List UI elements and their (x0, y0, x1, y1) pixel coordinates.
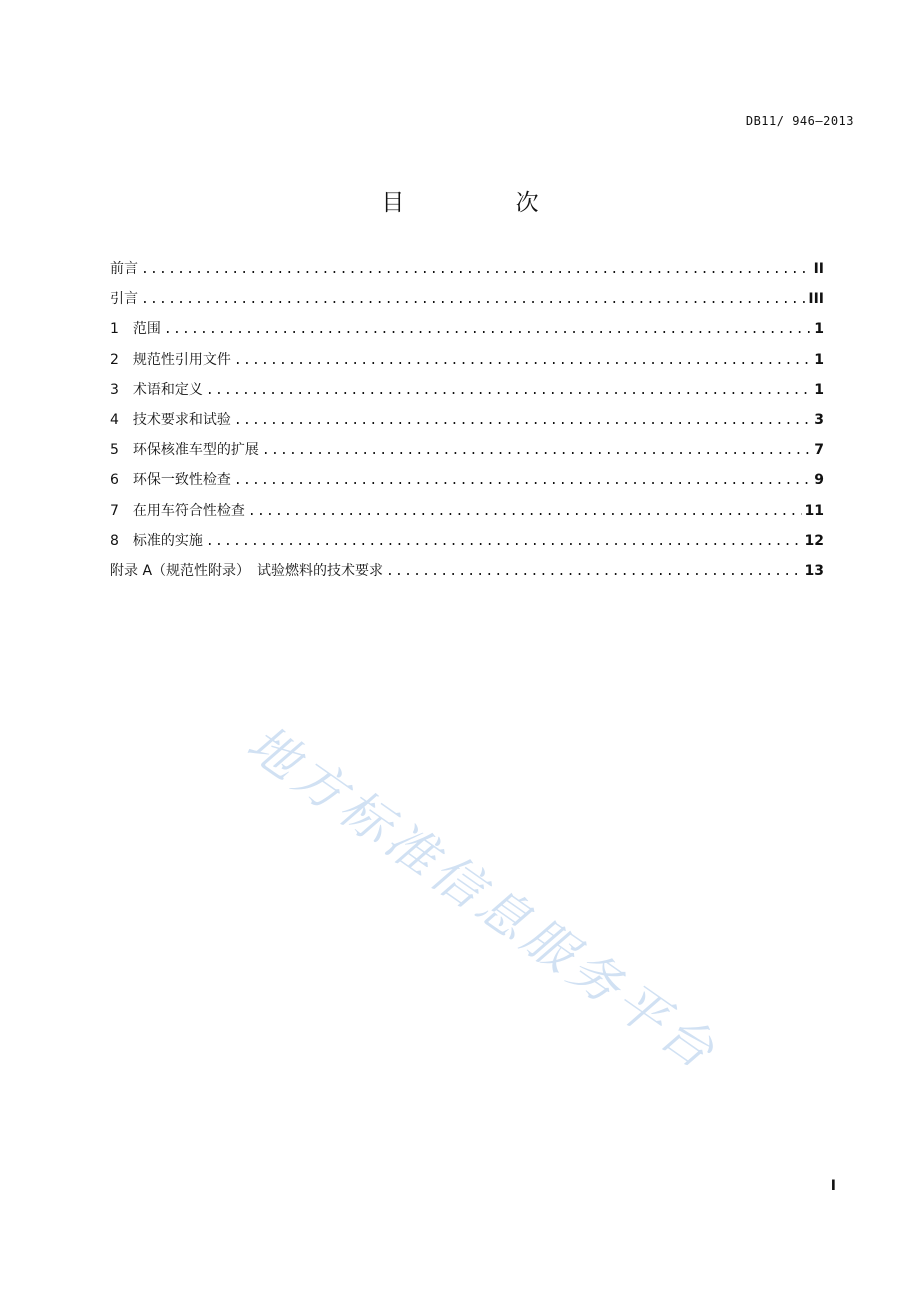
dot-leader (234, 413, 811, 428)
dot-leader (206, 383, 811, 398)
dot-leader (386, 564, 801, 579)
dot-leader (234, 353, 811, 368)
dot-leader (206, 534, 802, 549)
toc-entry-label: 1 范围 (110, 321, 161, 338)
dot-leader (141, 292, 805, 307)
toc-entry-page: 1 (814, 381, 824, 398)
toc-entry-label: 5 环保核准车型的扩展 (110, 442, 259, 459)
dot-leader (234, 473, 811, 488)
toc-entry[interactable] (110, 318, 824, 348)
toc-entry[interactable] (110, 469, 824, 499)
toc-entry-page: 1 (814, 351, 824, 368)
toc-entry-label: 3 术语和定义 (110, 381, 203, 398)
toc-entry-label: 4 技术要求和试验 (110, 411, 231, 428)
toc-entry-page: III (808, 291, 824, 308)
document-code: DB11/ 946—2013 (745, 114, 854, 128)
toc-entry-label: 8 标准的实施 (110, 532, 203, 549)
toc-entry[interactable] (110, 500, 824, 530)
toc-entry[interactable] (110, 530, 824, 560)
toc-entry-page: 9 (814, 472, 824, 489)
toc-entry-page: 3 (814, 411, 824, 428)
toc-entry-page: 1 (814, 321, 824, 338)
toc-entry-page: 12 (804, 532, 824, 549)
toc-entry[interactable] (110, 258, 824, 288)
toc-entry-page: 7 (814, 442, 824, 459)
toc-entry-label: 6 环保一致性检查 (110, 472, 231, 489)
dot-leader (164, 322, 811, 337)
toc-entry-label: 2 规范性引用文件 (110, 351, 231, 368)
dot-leader (141, 262, 811, 277)
dot-leader (248, 504, 802, 519)
toc-entry-label: 7 在用车符合性检查 (110, 502, 245, 519)
toc-entry[interactable] (110, 560, 824, 590)
dot-leader (262, 443, 811, 458)
toc-title: 目 次 (381, 190, 591, 216)
toc-entry[interactable] (110, 439, 824, 469)
toc-entry[interactable] (110, 409, 824, 439)
toc-entry[interactable] (110, 349, 824, 379)
toc-entry-label: 附录 A（规范性附录） 试验燃料的技术要求 (110, 562, 384, 579)
watermark: 地方标准信息服务平台 (236, 713, 729, 1083)
toc-entry-label: 前言 (110, 261, 138, 277)
page-number: I (830, 1178, 836, 1194)
toc-entry-page: II (813, 261, 824, 277)
toc-entry-page: 11 (804, 502, 824, 519)
toc-entry[interactable] (110, 379, 824, 409)
toc-entry-page: 13 (804, 562, 824, 579)
toc-entry[interactable] (110, 288, 824, 318)
table-of-contents (110, 258, 824, 590)
toc-entry-label: 引言 (110, 291, 138, 308)
